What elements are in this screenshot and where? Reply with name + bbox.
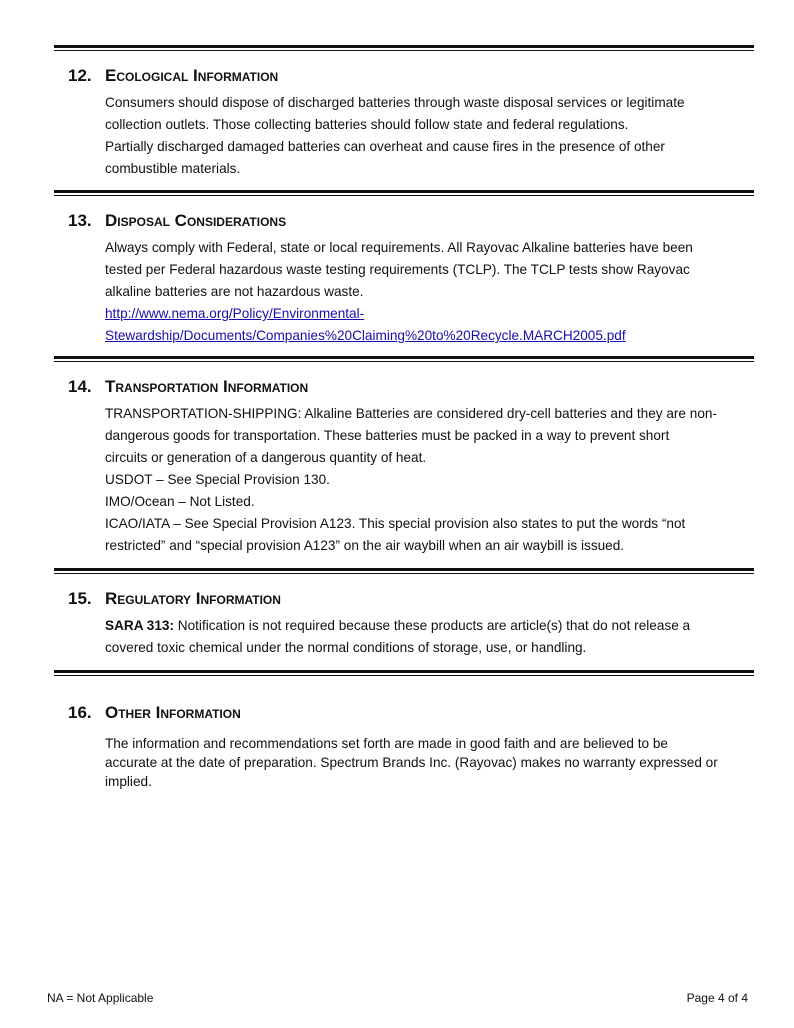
body-line: USDOT – See Special Provision 130.: [105, 472, 330, 487]
section-regulatory-information: [68, 589, 748, 659]
section-number: 16.: [68, 703, 92, 722]
section-title: Other Information: [105, 703, 241, 722]
section-divider: [54, 45, 754, 51]
section-title: Transportation Information: [105, 377, 309, 396]
nema-recycle-link[interactable]: http://www.nema.org/Policy/Environmental-: [105, 306, 365, 321]
sara-313-label: SARA 313:: [105, 618, 174, 633]
body-line: restricted” and “special provision A123” on the air waybill when an air waybill is issued.: [105, 538, 625, 553]
body-line: IMO/Ocean – Not Listed.: [105, 494, 255, 509]
footer-note: NA = Not Applicable: [47, 991, 154, 1005]
nema-recycle-link[interactable]: Stewardship/Documents/Companies%20Claiming%20to%20Recycle.MARCH2005.pdf: [105, 328, 626, 343]
section-body: [105, 92, 748, 180]
body-line: combustible materials.: [105, 161, 241, 176]
page-number: Page 4 of 4: [686, 991, 748, 1005]
section-number: 13.: [68, 211, 92, 230]
body-line: accurate at the date of preparation. Spectrum Brands Inc. (Rayovac) makes no warranty expressed or: [105, 755, 718, 770]
section-title: Ecological Information: [105, 66, 279, 85]
section-heading: [68, 589, 748, 610]
section-transportation-information: [68, 377, 748, 557]
section-divider: [54, 190, 754, 196]
section-title: Regulatory Information: [105, 589, 281, 608]
section-divider: [54, 356, 754, 362]
section-ecological-information: [68, 66, 748, 180]
body-line: covered toxic chemical under the normal conditions of storage, use, or handling.: [105, 640, 587, 655]
body-line: The information and recommendations set forth are made in good faith and are believed to be: [105, 736, 668, 751]
section-number: 12.: [68, 66, 92, 85]
body-line: implied.: [105, 774, 152, 789]
body-line: [105, 615, 748, 637]
body-line: dangerous goods for transportation. These batteries must be packed in a way to prevent short: [105, 428, 670, 443]
body-line: tested per Federal hazardous waste testing requirements (TCLP). The TCLP tests show Rayovac: [105, 262, 690, 277]
section-disposal-considerations: [68, 211, 748, 347]
section-heading: [68, 211, 748, 232]
section-body: [105, 237, 748, 347]
body-line: alkaline batteries are not hazardous waste.: [105, 284, 364, 299]
section-other-information: [68, 703, 748, 791]
body-line: ICAO/IATA – See Special Provision A123. This special provision also states to put the words “not: [105, 516, 686, 531]
section-number: 14.: [68, 377, 92, 396]
section-heading: [68, 66, 748, 87]
body-line: Always comply with Federal, state or local requirements. All Rayovac Alkaline batteries have been: [105, 240, 693, 255]
section-body: [105, 615, 748, 659]
section-divider: [54, 568, 754, 574]
section-number: 15.: [68, 589, 92, 608]
body-line: circuits or generation of a dangerous quantity of heat.: [105, 450, 427, 465]
section-heading: [68, 703, 748, 724]
section-body: [105, 734, 748, 791]
section-body: [105, 403, 748, 557]
section-divider: [54, 670, 754, 676]
body-line: collection outlets. Those collecting batteries should follow state and federal regulations.: [105, 117, 629, 132]
section-title: Disposal Considerations: [105, 211, 287, 230]
sara-313-text: Notification is not required because these products are article(s) that do not release a: [174, 618, 691, 633]
body-line: TRANSPORTATION-SHIPPING: Alkaline Batteries are considered dry-cell batteries and they are non-: [105, 406, 717, 421]
section-heading: [68, 377, 748, 398]
body-line: Partially discharged damaged batteries can overheat and cause fires in the presence of other: [105, 139, 665, 154]
body-line: Consumers should dispose of discharged batteries through waste disposal services or legitimate: [105, 95, 685, 110]
